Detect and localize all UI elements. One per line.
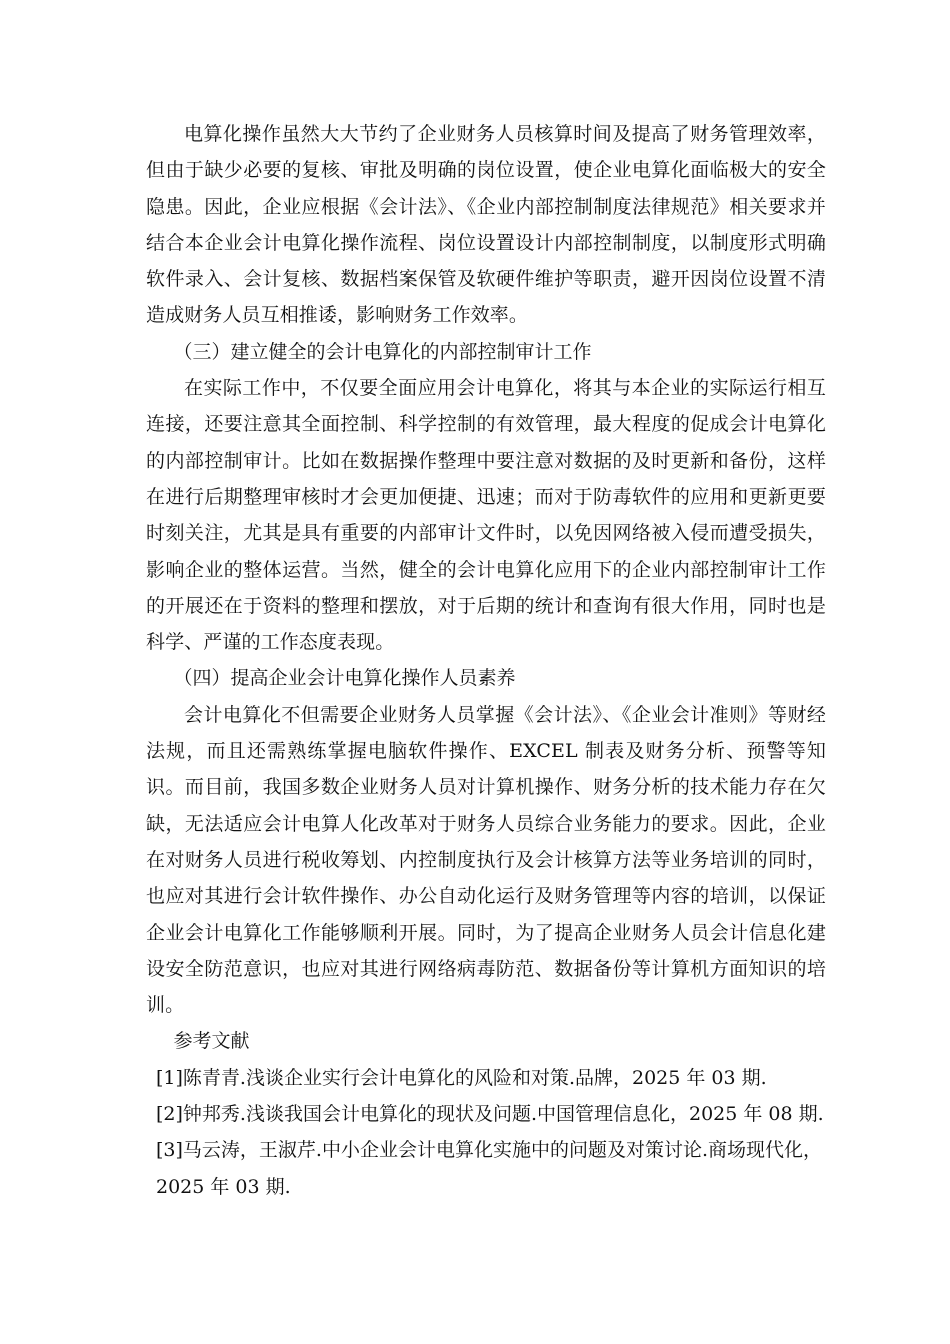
paragraph-staff-quality: 会计电算化不但需要企业财务人员掌握《会计法》、《企业会计准则》等财经法规，而且还需熟练掌握电脑软件操作、EXCEL 制表及财务分析、预警等知识。而目前，我国多数企业财务人员对计算机操作、财务分析的技术能力存在欠缺，无法适应会计电算人化改革对于财务人员综合业务能力的要求。因此，企业在对财务人员进行税收筹划、内控制度执行及会计核算方法等业务培训的同时，也应对其进行会计软件操作、办公自动化运行及财务管理等内容的培训，以保证企业会计电算化工作能够顺利开展。同时，为了提高企业财务人员会计信息化建设安全防范意识，也应对其进行网络病毒防范、数据备份等计算机方面知识的培训。 [146, 703, 826, 1017]
section-heading-4: （四）提高企业会计电算化操作人员素养 [173, 667, 516, 690]
references-title: 参考文献 [173, 1030, 250, 1053]
document-body [146, 116, 826, 1205]
reference-item-1: [1]陈青青.浅谈企业实行会计电算化的风险和对策.品牌，2025 年 03 期. [156, 1066, 767, 1089]
section-heading-3: （三）建立健全的会计电算化的内部控制审计工作 [173, 340, 592, 363]
paragraph-audit-work: 在实际工作中，不仅要全面应用会计电算化，将其与本企业的实际运行相互连接，还要注意其全面控制、科学控制的有效管理，最大程度的促成会计电算化的内部控制审计。比如在数据操作整理中要注意对数据的及时更新和备份，这样在进行后期整理审核时才会更加便捷、迅速；而对于防毒软件的应用和更新更要时刻关注，尤其是具有重要的内部审计文件时，以免因网络被入侵而遭受损失，影响企业的整体运营。当然，健全的会计电算化应用下的企业内部控制审计工作的开展还在于资料的整理和摆放，对于后期的统计和查询有很大作用，同时也是科学、严谨的工作态度表现。 [146, 377, 826, 654]
reference-item-2: [2]钟邦秀.浅谈我国会计电算化的现状及问题.中国管理信息化，2025 年 08 期. [156, 1103, 824, 1126]
reference-item-3: [3]马云涛，王淑芹.中小企业会计电算化实施中的问题及对策讨论.商场现代化，2025 年 03 期. [156, 1139, 822, 1198]
paragraph-internal-control: 电算化操作虽然大大节约了企业财务人员核算时间及提高了财务管理效率，但由于缺少必要的复核、审批及明确的岗位设置，使企业电算化面临极大的安全隐患。因此，企业应根据《会计法》、《企业内部控制制度法律规范》相关要求并结合本企业会计电算化操作流程、岗位设置设计内部控制制度，以制度形式明确软件录入、会计复核、数据档案保管及软硬件维护等职责，避开因岗位设置不清造成财务人员互相推诿，影响财务工作效率。 [146, 123, 826, 327]
